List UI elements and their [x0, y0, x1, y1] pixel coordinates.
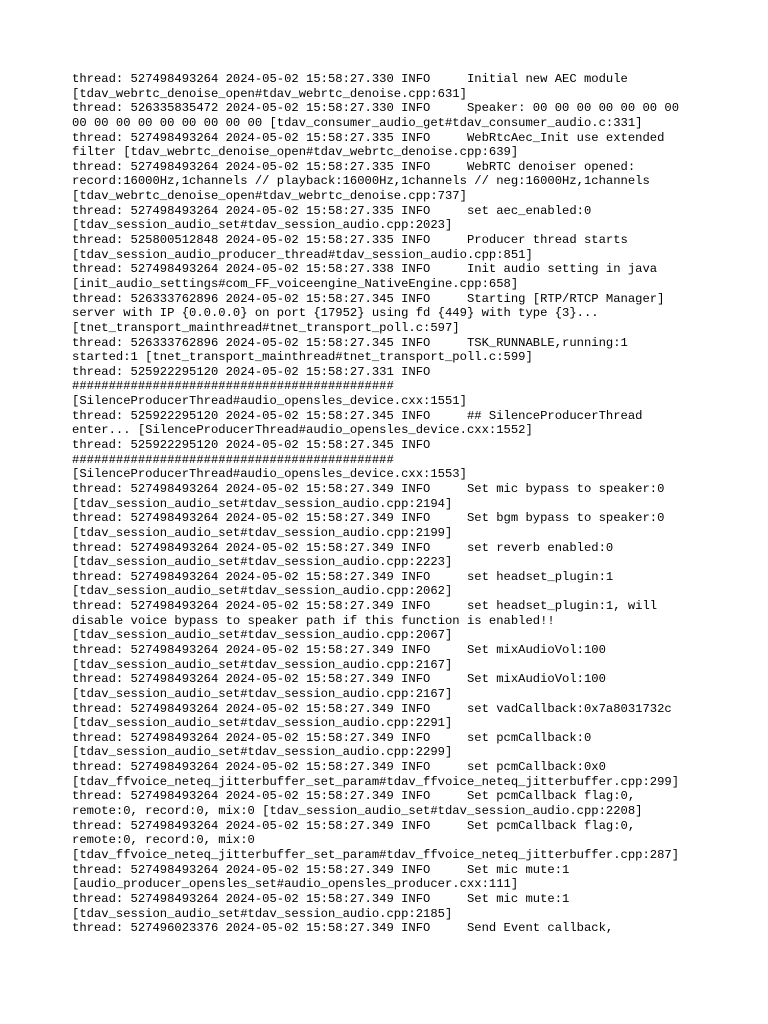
log-line: server with IP {0.0.0.0} on port {17952} using fd {449} with type {3}...	[72, 306, 599, 321]
log-line: filter [tdav_webrtc_denoise_open#tdav_webrtc_denoise.cpp:639]	[72, 145, 519, 160]
log-line: [tdav_session_audio_set#tdav_session_audio.cpp:2194]	[72, 496, 453, 511]
log-line: ############################################	[72, 452, 394, 467]
log-line: thread: 527498493264 2024-05-02 15:58:27.349 INFO Set bgm bypass to speaker:0	[72, 511, 665, 526]
log-line: thread: 526335835472 2024-05-02 15:58:27.330 INFO Speaker: 00 00 00 00 00 00 00	[72, 101, 680, 116]
log-line: [SilenceProducerThread#audio_opensles_device.cxx:1551]	[72, 394, 467, 409]
log-line: [tdav_webrtc_denoise_open#tdav_webrtc_denoise.cpp:737]	[72, 189, 467, 204]
log-line: thread: 527496023376 2024-05-02 15:58:27.349 INFO Send Event callback,	[72, 921, 614, 936]
log-line: thread: 527498493264 2024-05-02 15:58:27.349 INFO Set pcmCallback flag:0,	[72, 789, 636, 804]
log-line: [tnet_transport_mainthread#tnet_transport_poll.c:597]	[72, 320, 460, 335]
log-line: [tdav_session_audio_set#tdav_session_audio.cpp:2062]	[72, 584, 453, 599]
log-line: [tdav_session_audio_set#tdav_session_audio.cpp:2067]	[72, 628, 453, 643]
log-line: thread: 527498493264 2024-05-02 15:58:27.335 INFO WebRTC denoiser opened:	[72, 159, 636, 174]
log-line: disable voice bypass to speaker path if this function is enabled!!	[72, 613, 555, 628]
log-line: started:1 [tnet_transport_mainthread#tnet_transport_poll.c:599]	[72, 350, 533, 365]
log-line: thread: 527498493264 2024-05-02 15:58:27.335 INFO WebRtcAec_Init use extended	[72, 130, 665, 145]
log-line: record:16000Hz,1channels // playback:16000Hz,1channels // neg:16000Hz,1channels	[72, 174, 650, 189]
log-line: [tdav_session_audio_set#tdav_session_audio.cpp:2167]	[72, 686, 453, 701]
log-line: thread: 527498493264 2024-05-02 15:58:27.349 INFO Set pcmCallback flag:0,	[72, 818, 636, 833]
log-line: thread: 525922295120 2024-05-02 15:58:27.331 INFO	[72, 364, 431, 379]
log-line: thread: 527498493264 2024-05-02 15:58:27.349 INFO Set mic mute:1	[72, 891, 570, 906]
log-line: thread: 526333762896 2024-05-02 15:58:27.345 INFO Starting [RTP/RTCP Manager]	[72, 291, 665, 306]
log-line: thread: 525800512848 2024-05-02 15:58:27.335 INFO Producer thread starts	[72, 233, 628, 248]
log-line: thread: 527498493264 2024-05-02 15:58:27.349 INFO Set mic bypass to speaker:0	[72, 481, 665, 496]
log-line: thread: 526333762896 2024-05-02 15:58:27.345 INFO TSK_RUNNABLE,running:1	[72, 335, 628, 350]
log-line: thread: 527498493264 2024-05-02 15:58:27.349 INFO Set mixAudioVol:100	[72, 642, 606, 657]
log-line: [tdav_ffvoice_neteq_jitterbuffer_set_param#tdav_ffvoice_neteq_jitterbuffer.cpp:287]	[72, 847, 680, 862]
log-line: [tdav_session_audio_set#tdav_session_audio.cpp:2299]	[72, 745, 453, 760]
log-line: thread: 525922295120 2024-05-02 15:58:27.345 INFO ## SilenceProducerThread	[72, 408, 643, 423]
log-line: thread: 527498493264 2024-05-02 15:58:27.330 INFO Initial new AEC module	[72, 72, 628, 86]
log-line: thread: 527498493264 2024-05-02 15:58:27.349 INFO set headset_plugin:1, will	[72, 599, 658, 614]
log-line: thread: 527498493264 2024-05-02 15:58:27.349 INFO set pcmCallback:0x0	[72, 760, 606, 775]
log-line: [tdav_session_audio_set#tdav_session_audio.cpp:2223]	[72, 555, 453, 570]
log-line: [tdav_session_audio_set#tdav_session_audio.cpp:2291]	[72, 716, 453, 731]
log-line: thread: 527498493264 2024-05-02 15:58:27.349 INFO set vadCallback:0x7a8031732c	[72, 701, 672, 716]
log-line: [tdav_session_audio_set#tdav_session_audio.cpp:2199]	[72, 525, 453, 540]
log-line: thread: 527498493264 2024-05-02 15:58:27.349 INFO Set mic mute:1	[72, 862, 570, 877]
log-line: ############################################	[72, 379, 394, 394]
log-line: thread: 527498493264 2024-05-02 15:58:27.349 INFO set pcmCallback:0	[72, 730, 592, 745]
log-line: [tdav_session_audio_set#tdav_session_audio.cpp:2167]	[72, 657, 453, 672]
log-line: thread: 527498493264 2024-05-02 15:58:27.349 INFO Set mixAudioVol:100	[72, 672, 606, 687]
log-line: [tdav_session_audio_set#tdav_session_audio.cpp:2185]	[72, 906, 453, 921]
log-line: [tdav_webrtc_denoise_open#tdav_webrtc_denoise.cpp:631]	[72, 86, 467, 101]
log-text-block	[72, 72, 712, 936]
log-line: thread: 527498493264 2024-05-02 15:58:27.349 INFO set headset_plugin:1	[72, 569, 614, 584]
log-line: [tdav_ffvoice_neteq_jitterbuffer_set_param#tdav_ffvoice_neteq_jitterbuffer.cpp:299]	[72, 774, 680, 789]
log-line: [SilenceProducerThread#audio_opensles_device.cxx:1553]	[72, 467, 467, 482]
log-line: [tdav_session_audio_producer_thread#tdav_session_audio.cpp:851]	[72, 247, 533, 262]
log-line: [init_audio_settings#com_FF_voiceengine_NativeEngine.cpp:658]	[72, 276, 519, 291]
log-line: thread: 525922295120 2024-05-02 15:58:27.345 INFO	[72, 438, 431, 453]
log-line: [audio_producer_opensles_set#audio_opensles_producer.cxx:111]	[72, 877, 519, 892]
log-line: remote:0, record:0, mix:0 [tdav_session_audio_set#tdav_session_audio.cpp:2208]	[72, 804, 643, 819]
log-line: 00 00 00 00 00 00 00 00 00 [tdav_consumer_audio_get#tdav_consumer_audio.c:331]	[72, 115, 643, 130]
log-line: remote:0, record:0, mix:0	[72, 833, 255, 848]
log-line: thread: 527498493264 2024-05-02 15:58:27.338 INFO Init audio setting in java	[72, 262, 658, 277]
log-line: [tdav_session_audio_set#tdav_session_audio.cpp:2023]	[72, 218, 453, 233]
log-line: enter... [SilenceProducerThread#audio_opensles_device.cxx:1552]	[72, 423, 533, 438]
log-line: thread: 527498493264 2024-05-02 15:58:27.335 INFO set aec_enabled:0	[72, 203, 592, 218]
log-line: thread: 527498493264 2024-05-02 15:58:27.349 INFO set reverb enabled:0	[72, 540, 614, 555]
